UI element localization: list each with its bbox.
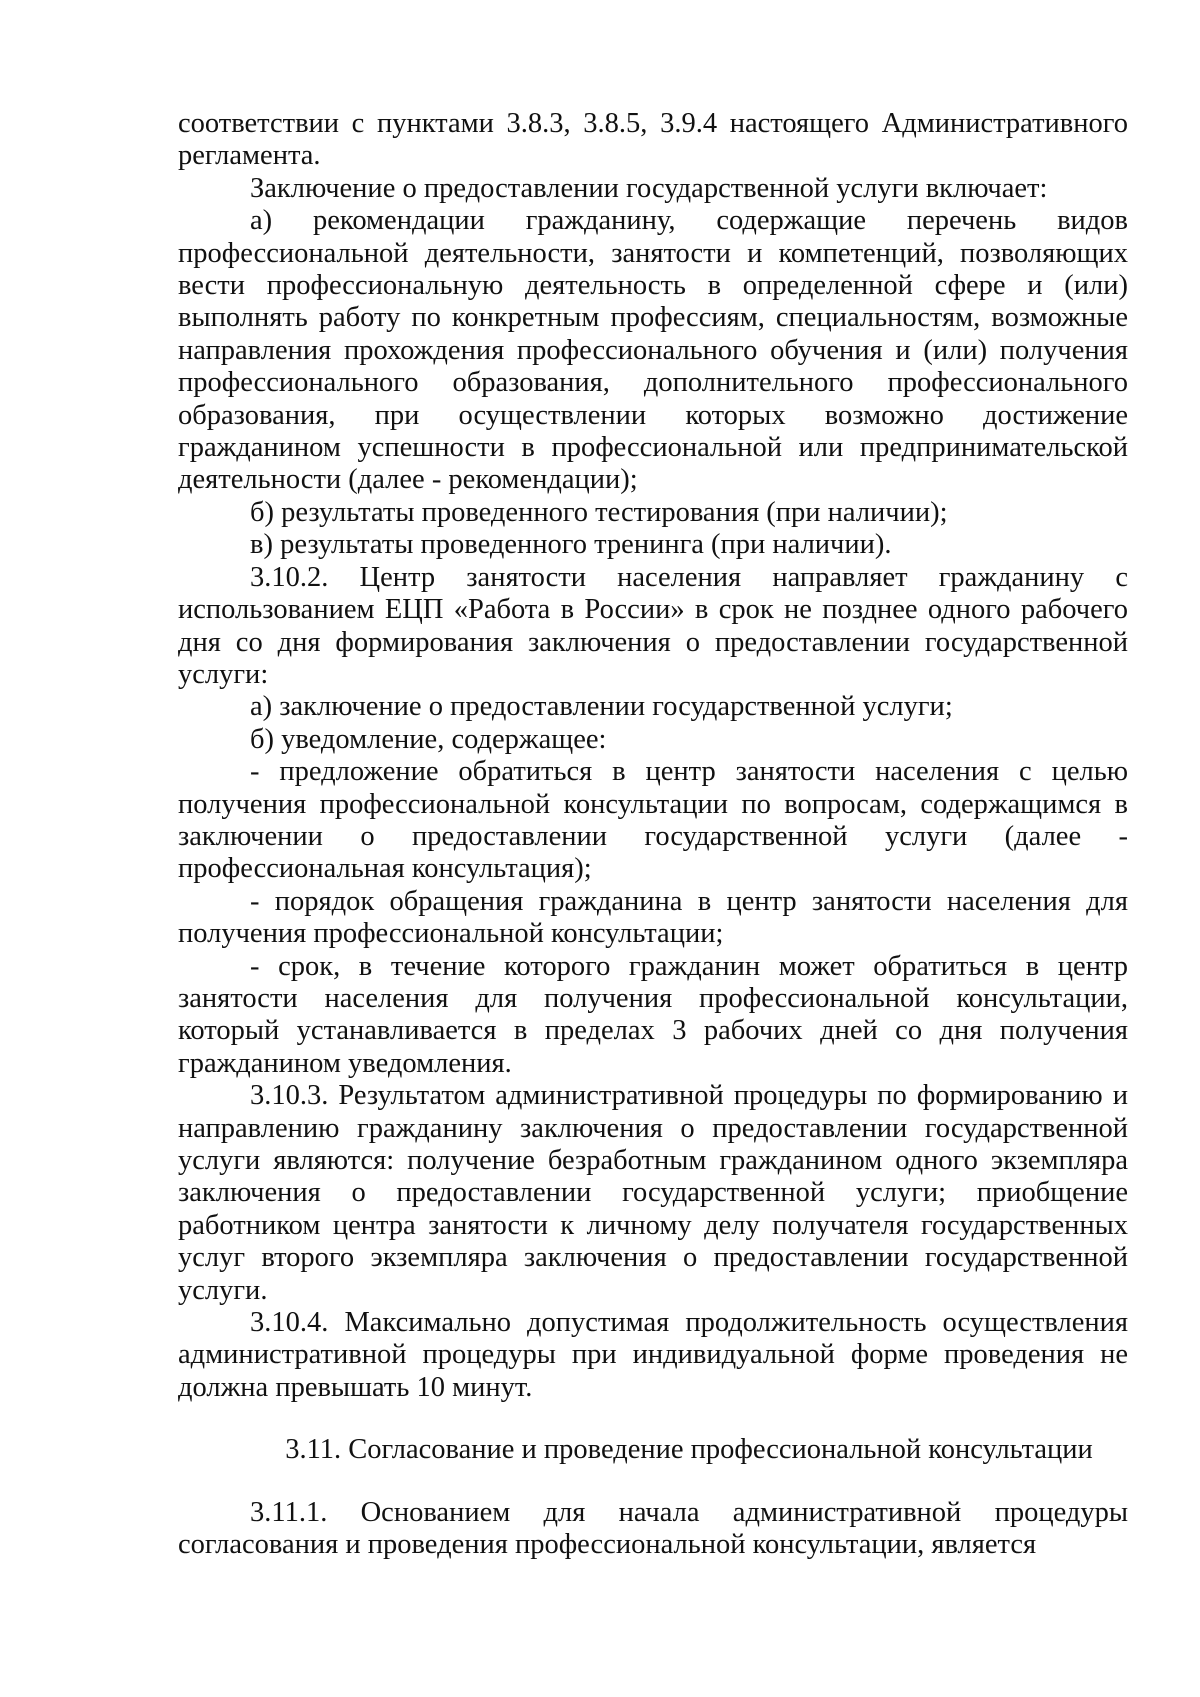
list-item-b-testing: б) результаты проведенного тестирования (при наличии); [250, 496, 948, 528]
clause-3-10-2: 3.10.2. Центр занятости населения направляет гражданину с использованием ЕЦП «Работа в России» в срок не позднее одного рабочего дня со дня формирования заключения о предоставлении государственной услуги: [178, 561, 1128, 690]
clause-3-11-1: 3.11.1. Основанием для начала административной процедуры согласования и проведения профессиональной консультации, является [178, 1496, 1128, 1561]
dash-item-procedure: - порядок обращения гражданина в центр занятости населения для получения профессиональной консультации; [178, 885, 1128, 950]
paragraph-continuation: соответствии с пунктами 3.8.3, 3.8.5, 3.9.4 настоящего Административного регламента. [178, 108, 1128, 172]
paragraph-conclusion-intro: Заключение о предоставлении государственной услуги включает: [250, 172, 1048, 204]
list-item-c-training: в) результаты проведенного тренинга (при наличии). [250, 529, 892, 561]
dash-item-offer: - предложение обратиться в центр занятости населения с целью получения профессиональной консультации по вопросам, содержащимся в заключении о предоставлении государственной услуги (далее - профессиональная консультация); [178, 756, 1128, 885]
dash-item-deadline: - срок, в течение которого гражданин может обратиться в центр занятости населения для получения профессиональной консультации, который устанавливается в пределах 3 рабочих дней со дня получения гражданином уведомления. [178, 950, 1128, 1079]
clause-3-10-4: 3.10.4. Максимально допустимая продолжительность осуществления административной процедуры при индивидуальной форме проведения не должна превышать 10 минут. [178, 1307, 1128, 1403]
list-item-b-notification: б) уведомление, содержащее: [250, 723, 607, 755]
clause-3-10-3: 3.10.3. Результатом административной процедуры по формированию и направлению гражданину заключения о предоставлении государственной услуги являются: получение безработным гражданином одного экземпляра заключения о предоставлении государственной услуги; приобщение работником центра занятости к личному делу получателя государственных услуг второго экземпляра заключения о предоставлении государственной услуги. [178, 1080, 1128, 1306]
section-heading-3-11: 3.11. Согласование и проведение профессиональной консультации [285, 1434, 1093, 1466]
list-item-a-conclusion: а) заключение о предоставлении государственной услуги; [250, 691, 953, 723]
document-body [178, 108, 1128, 1561]
list-item-a-recommendations: а) рекомендации гражданину, содержащие перечень видов профессиональной деятельности, занятости и компетенций, позволяющих вести профессиональную деятельность в определенной сфере и (или) выполнять работу по конкретным профессиям, специальностям, возможные направления прохождения профессионального обучения и (или) получения профессионального образования, дополнительного профессионального образования, при осуществлении которых возможно достижение гражданином успешности в профессиональной или предпринимательской деятельности (далее - рекомендации); [178, 205, 1128, 496]
